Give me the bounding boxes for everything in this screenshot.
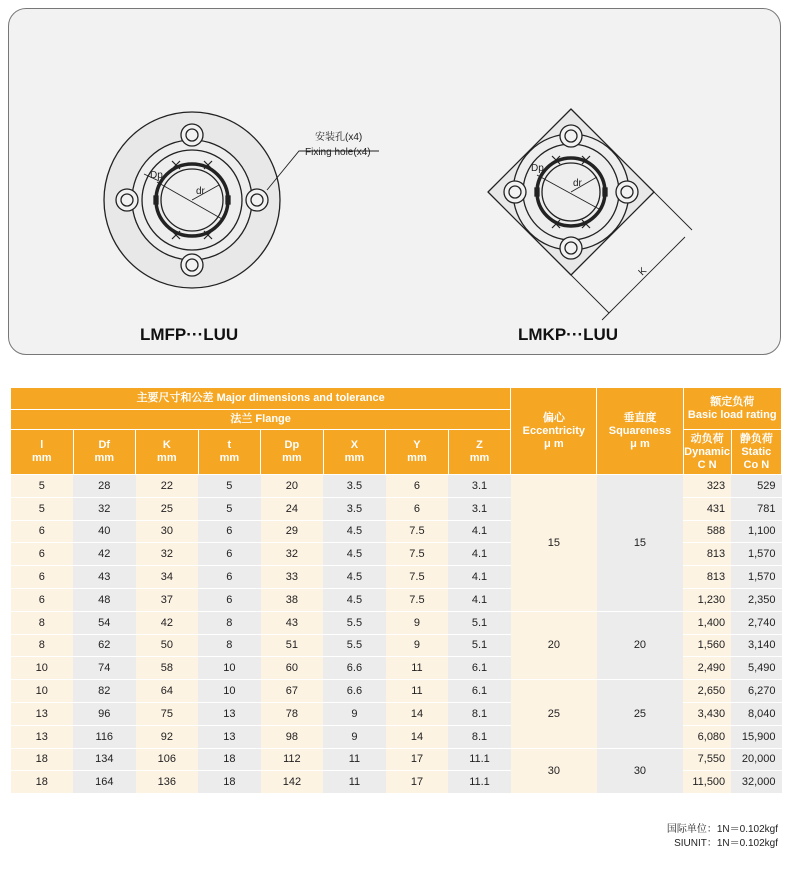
table-row [11,748,782,771]
k-label: K [636,265,650,279]
cell-squareness: 25 [597,680,683,748]
cell-static-load: 20,000 [731,748,781,771]
cell-dynamic-load: 323 [683,475,731,498]
cell-x: 5.5 [323,611,386,634]
cell-k: 42 [136,611,199,634]
cell-x: 4.5 [323,566,386,589]
col-header-y: Y mm [386,430,449,475]
cell-dynamic-load: 813 [683,566,731,589]
cell-l: 10 [11,680,74,703]
cell-x: 3.5 [323,497,386,520]
col-header-x: X mm [323,430,386,475]
dp-label-round: Dp [150,170,163,181]
table-row [11,475,782,498]
cell-z: 3.1 [448,497,511,520]
col-header-l: l mm [11,430,74,475]
cell-t: 6 [198,588,261,611]
cell-dp: 78 [261,702,324,725]
cell-static-load: 6,270 [731,680,781,703]
cell-dp: 24 [261,497,324,520]
cell-static-load: 1,100 [731,520,781,543]
col-header-z: Z mm [448,430,511,475]
cell-df: 74 [73,657,136,680]
cell-z: 8.1 [448,725,511,748]
cell-df: 54 [73,611,136,634]
cell-k: 136 [136,771,199,794]
cell-y: 17 [386,748,449,771]
cell-z: 3.1 [448,475,511,498]
cell-t: 10 [198,657,261,680]
cell-x: 11 [323,771,386,794]
cell-k: 37 [136,588,199,611]
cell-static-load: 5,490 [731,657,781,680]
cell-df: 116 [73,725,136,748]
cell-static-load: 2,740 [731,611,781,634]
cell-dynamic-load: 2,490 [683,657,731,680]
cell-t: 6 [198,520,261,543]
cell-t: 6 [198,543,261,566]
cell-x: 3.5 [323,475,386,498]
cell-k: 25 [136,497,199,520]
cell-l: 8 [11,611,74,634]
cell-squareness: 15 [597,475,683,612]
flange-drawings [9,9,782,356]
cell-dp: 29 [261,520,324,543]
col-header-dynamic: 动负荷 Dynamic C N [683,430,731,475]
cell-dp: 33 [261,566,324,589]
cell-df: 164 [73,771,136,794]
cell-x: 4.5 [323,588,386,611]
cell-y: 9 [386,634,449,657]
drawing-panel [8,8,781,355]
cell-t: 10 [198,680,261,703]
fixing-hole-label-en: Fixing hole(x4) [305,147,371,158]
cell-x: 4.5 [323,543,386,566]
cell-t: 13 [198,702,261,725]
cell-x: 11 [323,748,386,771]
cell-static-load: 2,350 [731,588,781,611]
cell-y: 7.5 [386,588,449,611]
cell-dynamic-load: 2,650 [683,680,731,703]
cell-df: 62 [73,634,136,657]
cell-y: 7.5 [386,520,449,543]
header-squareness: 垂直度 Squareness μ m [597,388,683,475]
cell-l: 6 [11,566,74,589]
cell-z: 11.1 [448,771,511,794]
cell-l: 13 [11,702,74,725]
square-flange-drawing [488,109,692,320]
cell-t: 8 [198,611,261,634]
cell-x: 9 [323,702,386,725]
cell-squareness: 20 [597,611,683,679]
cell-dp: 112 [261,748,324,771]
cell-l: 13 [11,725,74,748]
footnote-line-1: 国际单位：1N＝0.102kgf [666,824,778,835]
cell-df: 43 [73,566,136,589]
table-body [11,475,782,794]
cell-static-load: 32,000 [731,771,781,794]
cell-squareness: 30 [597,748,683,794]
cell-y: 11 [386,657,449,680]
cell-df: 134 [73,748,136,771]
cell-dp: 43 [261,611,324,634]
cell-z: 4.1 [448,588,511,611]
cell-x: 4.5 [323,520,386,543]
table-row [11,680,782,703]
cell-l: 5 [11,475,74,498]
cell-z: 4.1 [448,566,511,589]
cell-y: 9 [386,611,449,634]
cell-df: 82 [73,680,136,703]
cell-t: 8 [198,634,261,657]
cell-l: 6 [11,588,74,611]
cell-dynamic-load: 1,230 [683,588,731,611]
cell-k: 30 [136,520,199,543]
cell-static-load: 781 [731,497,781,520]
table-row [11,611,782,634]
cell-t: 18 [198,748,261,771]
cell-eccentricity: 25 [511,680,597,748]
cell-eccentricity: 30 [511,748,597,794]
cell-z: 6.1 [448,657,511,680]
cell-l: 8 [11,634,74,657]
cell-y: 17 [386,771,449,794]
cell-y: 7.5 [386,566,449,589]
cell-eccentricity: 15 [511,475,597,612]
cell-y: 7.5 [386,543,449,566]
fixing-hole-label-cn: 安装孔(x4) [315,132,363,143]
header-major-dimensions: 主要尺寸和公差 Major dimensions and tolerance [11,388,511,410]
cell-l: 18 [11,771,74,794]
col-header-static: 静负荷 Static Co N [731,430,781,475]
cell-df: 32 [73,497,136,520]
cell-dp: 67 [261,680,324,703]
cell-y: 6 [386,475,449,498]
cell-l: 18 [11,748,74,771]
cell-k: 64 [136,680,199,703]
cell-l: 6 [11,543,74,566]
cell-l: 5 [11,497,74,520]
dr-label-square: dr [573,178,582,189]
cell-dynamic-load: 3,430 [683,702,731,725]
cell-z: 6.1 [448,680,511,703]
cell-dynamic-load: 1,560 [683,634,731,657]
cell-k: 50 [136,634,199,657]
header-basic-load-rating: 额定负荷 Basic load rating [683,388,782,430]
cell-dp: 142 [261,771,324,794]
cell-z: 5.1 [448,634,511,657]
col-header-t: t mm [198,430,261,475]
cell-dp: 51 [261,634,324,657]
cell-x: 9 [323,725,386,748]
cell-static-load: 1,570 [731,543,781,566]
cell-z: 5.1 [448,611,511,634]
cell-k: 106 [136,748,199,771]
cell-t: 6 [198,566,261,589]
cell-static-load: 15,900 [731,725,781,748]
cell-df: 96 [73,702,136,725]
cell-k: 75 [136,702,199,725]
cell-k: 92 [136,725,199,748]
cell-df: 28 [73,475,136,498]
cell-k: 32 [136,543,199,566]
cell-dp: 20 [261,475,324,498]
cell-z: 4.1 [448,543,511,566]
cell-z: 11.1 [448,748,511,771]
cell-dp: 98 [261,725,324,748]
cell-t: 13 [198,725,261,748]
cell-static-load: 3,140 [731,634,781,657]
model-round-label: LMFP···LUU [140,325,239,344]
cell-static-load: 529 [731,475,781,498]
cell-static-load: 8,040 [731,702,781,725]
cell-l: 10 [11,657,74,680]
cell-x: 6.6 [323,657,386,680]
dr-label-round: dr [196,186,205,197]
cell-k: 58 [136,657,199,680]
cell-x: 5.5 [323,634,386,657]
cell-y: 14 [386,702,449,725]
cell-dp: 38 [261,588,324,611]
cell-l: 6 [11,520,74,543]
cell-x: 6.6 [323,680,386,703]
cell-dynamic-load: 1,400 [683,611,731,634]
cell-dynamic-load: 588 [683,520,731,543]
cell-df: 42 [73,543,136,566]
cell-eccentricity: 20 [511,611,597,679]
cell-z: 4.1 [448,520,511,543]
cell-k: 34 [136,566,199,589]
cell-dynamic-load: 7,550 [683,748,731,771]
cell-dynamic-load: 813 [683,543,731,566]
cell-dp: 32 [261,543,324,566]
cell-dynamic-load: 11,500 [683,771,731,794]
cell-static-load: 1,570 [731,566,781,589]
cell-y: 6 [386,497,449,520]
header-eccentricity: 偏心 Eccentricity μ m [511,388,597,475]
col-header-df: Df mm [73,430,136,475]
cell-t: 5 [198,497,261,520]
dp-label-square: Dp [531,163,544,174]
model-square-label: LMKP···LUU [518,325,619,344]
header-flange: 法兰 Flange [11,410,511,430]
cell-df: 40 [73,520,136,543]
cell-dynamic-load: 6,080 [683,725,731,748]
col-header-dp: Dp mm [261,430,324,475]
cell-k: 22 [136,475,199,498]
cell-y: 14 [386,725,449,748]
cell-z: 8.1 [448,702,511,725]
cell-t: 5 [198,475,261,498]
footnote-line-2: SIUNIT：1N＝0.102kgf [674,838,778,849]
col-header-k: K mm [136,430,199,475]
cell-dynamic-load: 431 [683,497,731,520]
cell-df: 48 [73,588,136,611]
cell-y: 11 [386,680,449,703]
cell-t: 18 [198,771,261,794]
dimensions-table [10,387,782,794]
cell-dp: 60 [261,657,324,680]
